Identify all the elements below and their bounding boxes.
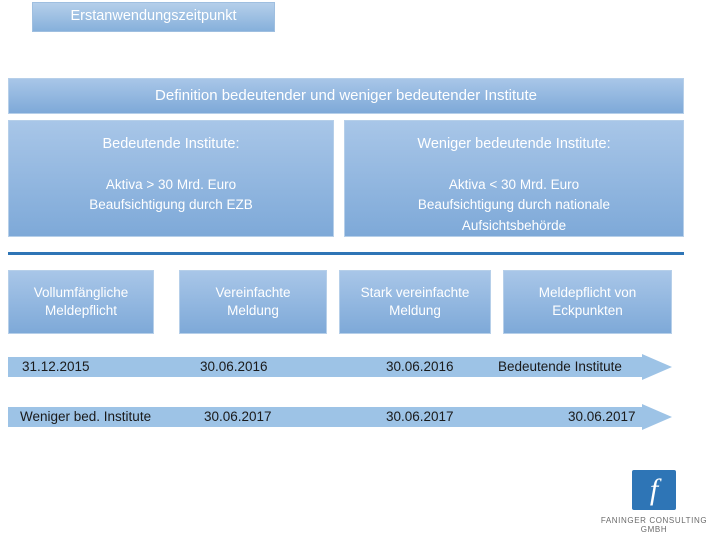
- duty-box-key-figures-reporting-line-2: Eckpunkten: [552, 303, 623, 318]
- less-significant-institutes-box: [344, 120, 684, 237]
- duty-box-very-simplified-reporting-line-2: Meldung: [389, 303, 441, 318]
- significant-institutes-line-1: Aktiva > 30 Mrd. Euro: [105, 176, 237, 192]
- timeline-less-significant-caption: Weniger bed. Institute: [20, 409, 152, 424]
- less-significant-institutes-heading: Weniger bedeutende Institute:: [417, 136, 611, 152]
- section-divider: [8, 252, 684, 255]
- timeline-less-significant-date-1: 30.06.2017: [204, 409, 272, 424]
- duty-box-full-reporting-line-2: Meldepflicht: [44, 303, 118, 318]
- definition-banner: [8, 78, 684, 114]
- significant-institutes-box: [8, 120, 334, 237]
- logo-company-name: FANINGER CONSULTING GMBH: [600, 516, 708, 534]
- timeline-less-significant-date-2: 30.06.2017: [386, 409, 454, 424]
- timeline-significant-date-3: 30.06.2016: [386, 359, 454, 374]
- company-logo: [600, 470, 708, 534]
- less-significant-institutes-line-3: Aufsichtsbehörde: [461, 218, 567, 234]
- page-title-label: Erstanwendungszeitpunkt: [70, 8, 237, 25]
- timeline-less-significant-date-3: 30.06.2017: [568, 409, 636, 424]
- duty-box-very-simplified-reporting-line-1: Stark vereinfachte: [360, 284, 470, 300]
- duty-box-key-figures-reporting: [503, 270, 672, 334]
- less-significant-institutes-line-1: Aktiva < 30 Mrd. Euro: [448, 176, 580, 192]
- duty-box-simplified-reporting: [179, 270, 327, 334]
- timeline-significant-date-1: 31.12.2015: [22, 359, 90, 374]
- duty-box-very-simplified-reporting: [339, 270, 491, 334]
- duty-box-full-reporting-line-1: Vollumfängliche: [33, 284, 129, 300]
- duty-box-simplified-reporting-line-2: Meldung: [227, 303, 279, 318]
- duty-box-key-figures-reporting-line-1: Meldepflicht von: [538, 284, 637, 300]
- timeline-arrow-less-significant: [8, 404, 672, 430]
- duty-box-simplified-reporting-line-1: Vereinfachte: [215, 284, 291, 300]
- timeline-arrow-significant: [8, 354, 672, 380]
- less-significant-institutes-line-2: Beaufsichtigung durch nationale: [417, 197, 611, 213]
- definition-banner-label: Definition bedeutender und weniger bedeutender Institute: [155, 86, 537, 104]
- timeline-significant-caption: Bedeutende Institute: [498, 359, 622, 374]
- page-title: [32, 2, 275, 32]
- significant-institutes-line-2: Beaufsichtigung durch EZB: [89, 197, 253, 213]
- logo-mark-icon: f: [632, 470, 676, 510]
- significant-institutes-heading: Bedeutende Institute:: [102, 136, 240, 152]
- timeline-significant-date-2: 30.06.2016: [200, 359, 268, 374]
- duty-box-full-reporting: [8, 270, 154, 334]
